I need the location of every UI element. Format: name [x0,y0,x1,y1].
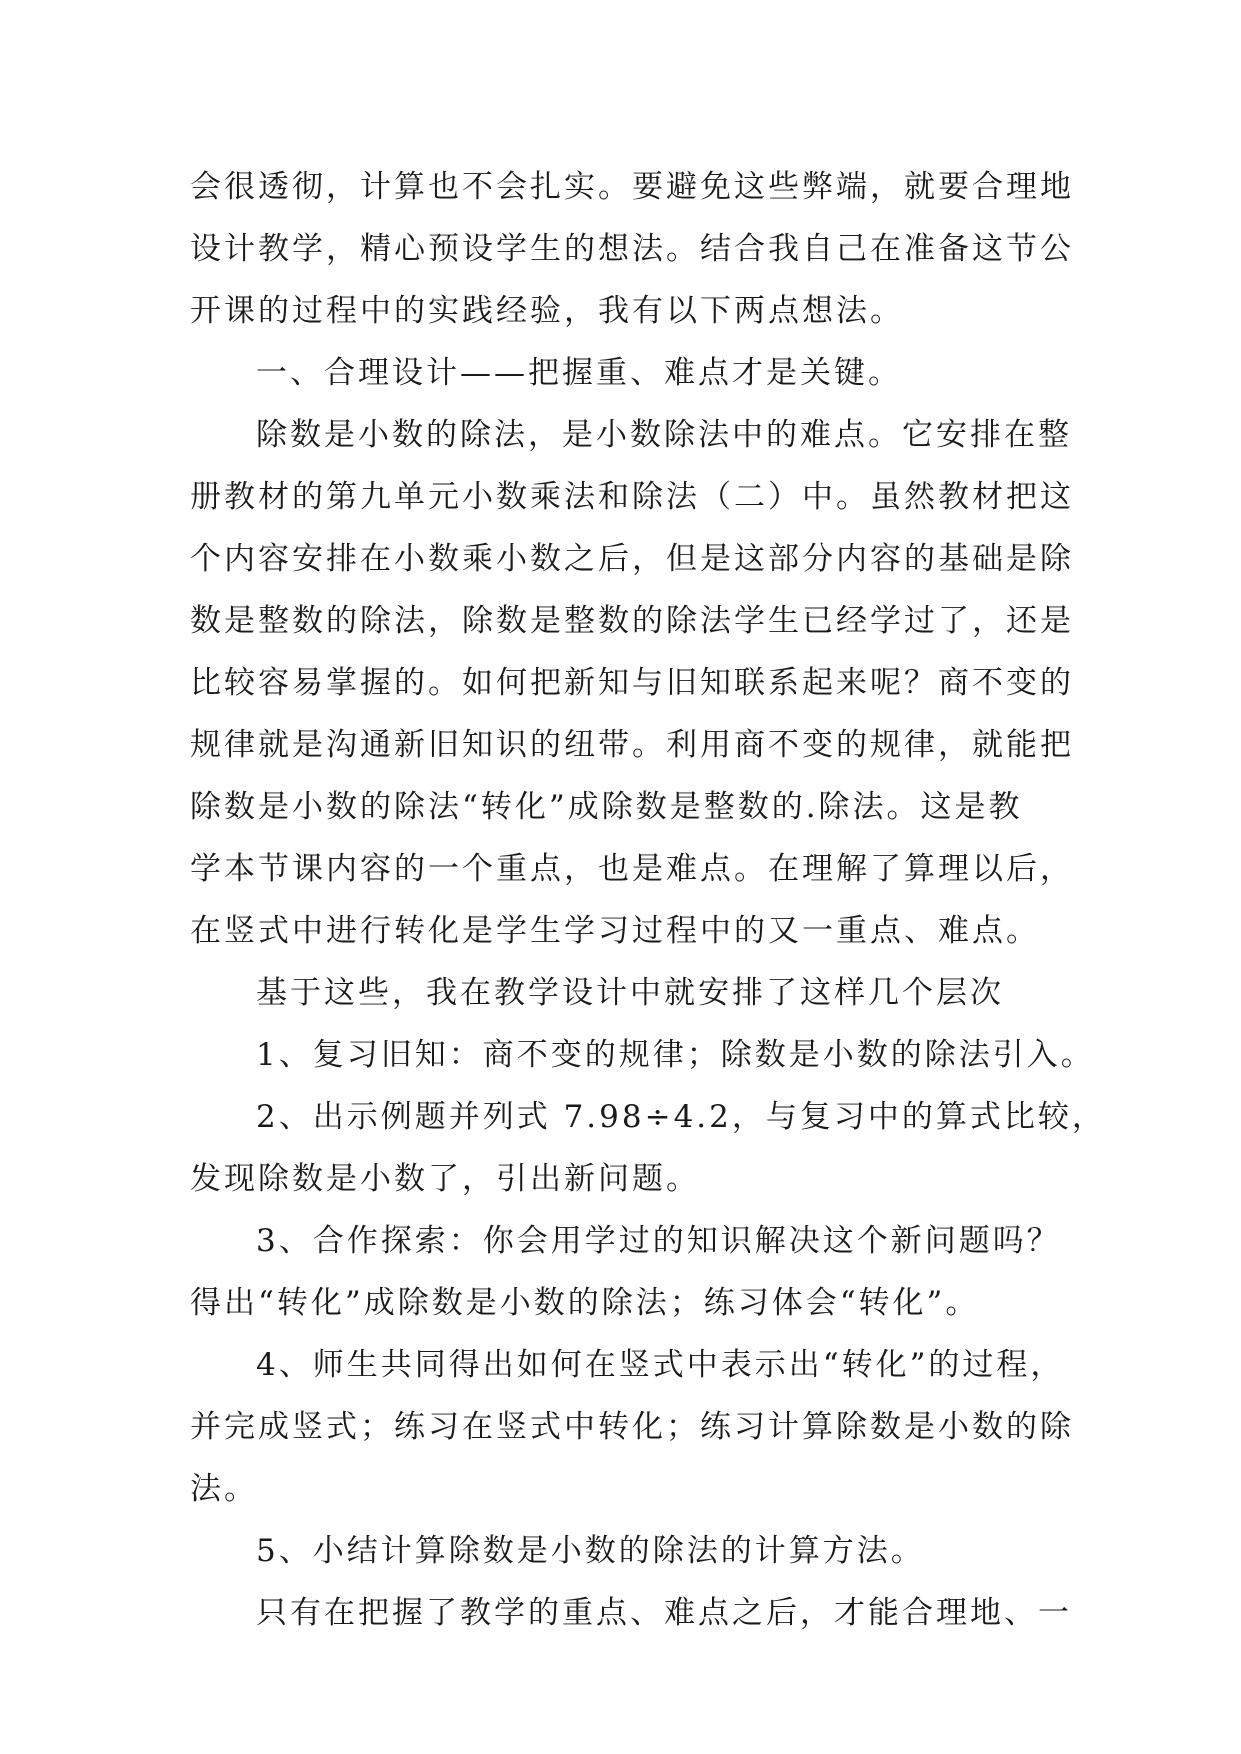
text-line: 会很透彻，计算也不会扎实。要避免这些弊端，就要合理地 [190,169,1074,205]
text-line: 除数是小数的除法，是小数除法中的难点。它安排在整 [256,417,1072,453]
text-line: 个内容安排在小数乘小数之后，但是这部分内容的基础是除 [190,541,1074,577]
list-item: 2、出示例题并列式 7.98÷4.2，与复习中的算式比较， [256,1099,1106,1135]
text-line: 除数是小数的除法“转化”成除数是整数的.除法。这是教 [190,789,1023,825]
section-heading: 一、合理设计——把握重、难点才是关键。 [256,355,902,391]
text-line: 册教材的第九单元小数乘法和除法（二）中。虽然教材把这 [190,479,1074,515]
text-line: 基于这些，我在教学设计中就安排了这样几个层次 [256,975,1004,1011]
list-item: 3、合作探索：你会用学过的知识解决这个新问题吗？ [256,1223,1061,1259]
text-line: 数是整数的除法，除数是整数的除法学生已经学过了，还是 [190,603,1074,639]
text-line: 并完成竖式；练习在竖式中转化；练习计算除数是小数的除 [190,1409,1074,1445]
text-line: 学本节课内容的一个重点，也是难点。在理解了算理以后， [190,851,1074,887]
text-line: 在竖式中进行转化是学生学习过程中的又一重点、难点。 [190,913,1040,949]
text-line: 得出“转化”成除数是小数的除法；练习体会“转化”。 [190,1285,980,1321]
list-item: 1、复习旧知：商不变的规律；除数是小数的除法引入。 [256,1037,1095,1073]
text-line: 发现除数是小数了，引出新问题。 [190,1161,700,1197]
text-line: 法。 [190,1471,258,1507]
document-body [190,156,1106,1644]
text-line: 设计教学，精心预设学生的想法。结合我自己在准备这节公 [190,231,1074,267]
text-line: 规律就是沟通新旧知识的纽带。利用商不变的规律，就能把 [190,727,1074,763]
text-line: 比较容易掌握的。如何把新知与旧知联系起来呢？商不变的 [190,665,1074,701]
text-line: 开课的过程中的实践经验，我有以下两点想法。 [190,293,904,329]
list-item: 5、小结计算除数是小数的除法的计算方法。 [256,1533,925,1569]
text-line: 只有在把握了教学的重点、难点之后，才能合理地、一 [256,1595,1072,1631]
list-item: 4、师生共同得出如何在竖式中表示出“转化”的过程， [256,1347,1065,1383]
